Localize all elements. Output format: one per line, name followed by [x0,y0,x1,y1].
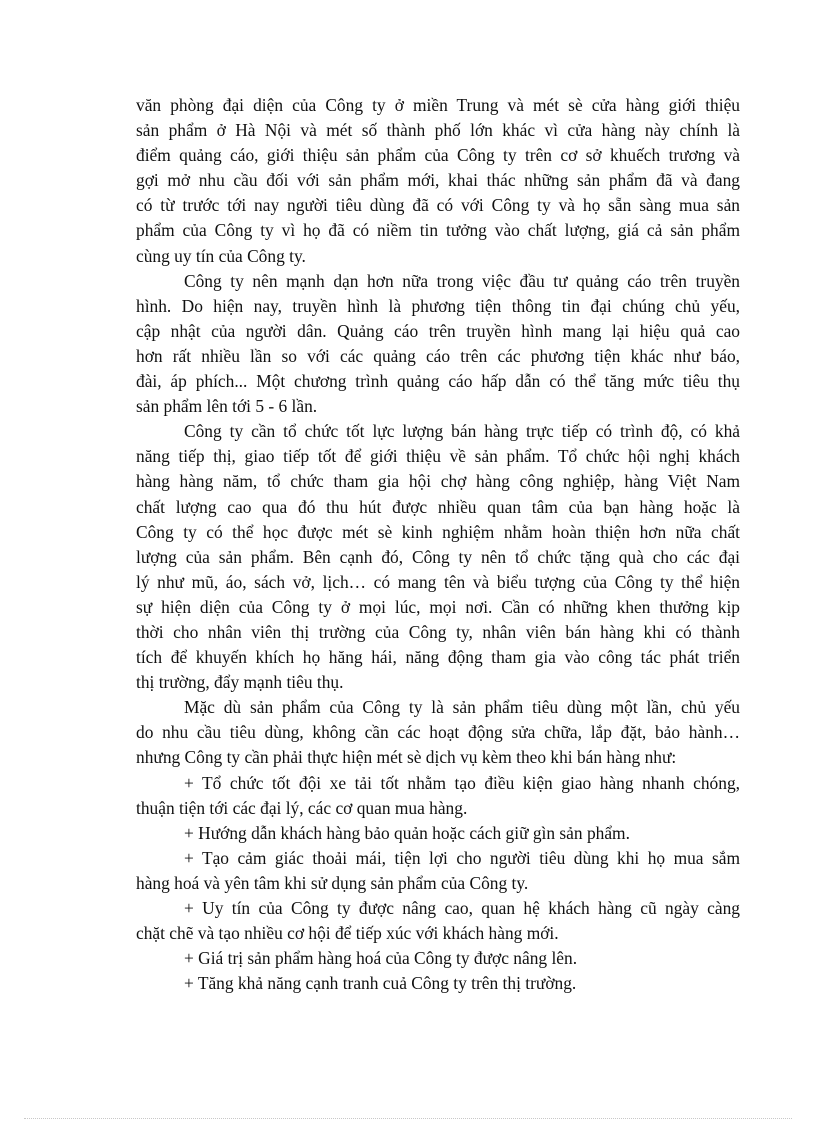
text-line: có từ trước tới nay người tiêu dùng đã có với Công ty và họ sẵn sàng mua sản [136,195,740,216]
text-line: hàng hàng năm, tổ chức tham gia hội chợ hàng công nghiệp, hàng Việt Nam [136,471,740,492]
text-line: chặt chẽ và tạo nhiều cơ hội để tiếp xúc với khách hàng mới. [136,923,559,944]
list-item-delivery-fleet [136,771,740,821]
text-line: thời cho nhân viên thị trường của Công ty, nhân viên bán hàng khi có thành [136,621,740,642]
text-line: thị trường, đẩy mạnh tiêu thụ. [136,672,344,693]
text-line: Công ty nên mạnh dạn hơn nữa trong việc đầu tư quảng cáo trên truyền [184,270,740,291]
text-line: phẩm của Công ty vì họ đã có niềm tin tưởng vào chất lượng, giá cả sản phẩm [136,220,740,241]
text-line: chất lượng cao qua đó thu hút được nhiều quan tâm của bạn hàng hoặc là [136,496,740,517]
paragraph-sales-force [136,419,740,695]
text-line: văn phòng đại diện của Công ty ở miền Trung và mét sè cửa hàng giới thiệu [136,95,740,115]
text-line: + Tạo cảm giác thoải mái, tiện lợi cho người tiêu dùng khi họ mua sắm [184,847,740,868]
list-item-competitiveness [136,971,740,996]
paragraph-services [136,695,740,770]
paragraph-company-representative-offices [136,93,740,269]
list-item-reputation [136,896,740,946]
text-line: + Giá trị sản phẩm hàng hoá của Công ty được nâng lên. [184,948,578,969]
text-line: Công ty có thể học được mét sè kinh nghiệm nhằm hoàn thiện hơn nữa chất [136,521,740,542]
text-line: + Hướng dẫn khách hàng bảo quản hoặc cách giữ gìn sản phẩm. [184,822,630,843]
list-item-product-value [136,946,740,971]
text-line: sự hiện diện của Công ty ở mọi lúc, mọi nơi. Cần có những khen thưởng kịp [136,596,740,617]
text-line: Mặc dù sản phẩm của Công ty là sản phẩm tiêu dùng một lần, chủ yếu [184,697,740,718]
text-line: + Tổ chức tốt đội xe tải tốt nhằm tạo điều kiện giao hàng nhanh chóng, [184,772,740,793]
paragraph-tv-advertising [136,269,740,420]
text-line: năng tiếp thị, giao tiếp tốt để giới thiệu về sản phẩm. Tổ chức hội nghị khách [136,446,740,467]
list-item-customer-comfort [136,846,740,896]
text-line: hình. Do hiện nay, truyền hình là phương tiện thông tin đại chúng chủ yếu, [136,295,740,316]
text-line: sản phẩm lên tới 5 - 6 lần. [136,396,318,417]
text-line: + Tăng khả năng cạnh tranh cuả Công ty trên thị trường. [184,973,577,994]
text-line: tích để khuyến khích họ hăng hái, năng động tham gia vào công tác phát triển [136,647,740,668]
text-line: nhưng Công ty cần phải thực hiện mét sè dịch vụ kèm theo khi bán hàng như: [136,747,677,768]
text-line: gợi mở nhu cầu đối với sản phẩm mới, khai thác những sản phẩm đã và đang [136,170,740,191]
text-line: hơn rất nhiều lần so với các quảng cáo trên các phương tiện khác như báo, [136,345,740,366]
text-line: hàng hoá và yên tâm khi sử dụng sản phẩm của Công ty. [136,872,529,893]
document-page [136,93,740,996]
text-line: lý như mũ, áo, sách vở, lịch… có mang tên và biểu tượng của Công ty thể hiện [136,571,740,592]
text-line: lượng của sản phẩm. Bên cạnh đó, Công ty nên tổ chức tặng quà cho các đại [136,546,740,567]
list-item-storage-guidance [136,821,740,846]
text-line: Công ty cần tổ chức tốt lực lượng bán hàng trực tiếp có trình độ, có khả [184,421,740,442]
text-line: thuận tiện tới các đại lý, các cơ quan mua hàng. [136,797,468,818]
text-line: cùng uy tín của Công ty. [136,245,306,266]
page-bottom-divider [24,1118,792,1119]
text-line: sản phẩm ở Hà Nội và mét số thành phố lớn khác vì cửa hàng này chính là [136,120,740,141]
text-line: đài, áp phích... Một chương trình quảng cáo hấp dẫn có thể tăng mức tiêu thụ [136,371,740,392]
text-line: cập nhật của người dân. Quảng cáo trên truyền hình mang lại hiệu quả cao [136,320,740,341]
text-line: do nhu cầu tiêu dùng, không cần các hoạt động sửa chữa, lắp đặt, bảo hành… [136,722,740,743]
text-line: + Uy tín của Công ty được nâng cao, quan hệ khách hàng cũ ngày càng [184,898,740,918]
text-line: điểm quảng cáo, giới thiệu sản phẩm của Công ty trên cơ sở khuếch trương và [136,145,740,166]
